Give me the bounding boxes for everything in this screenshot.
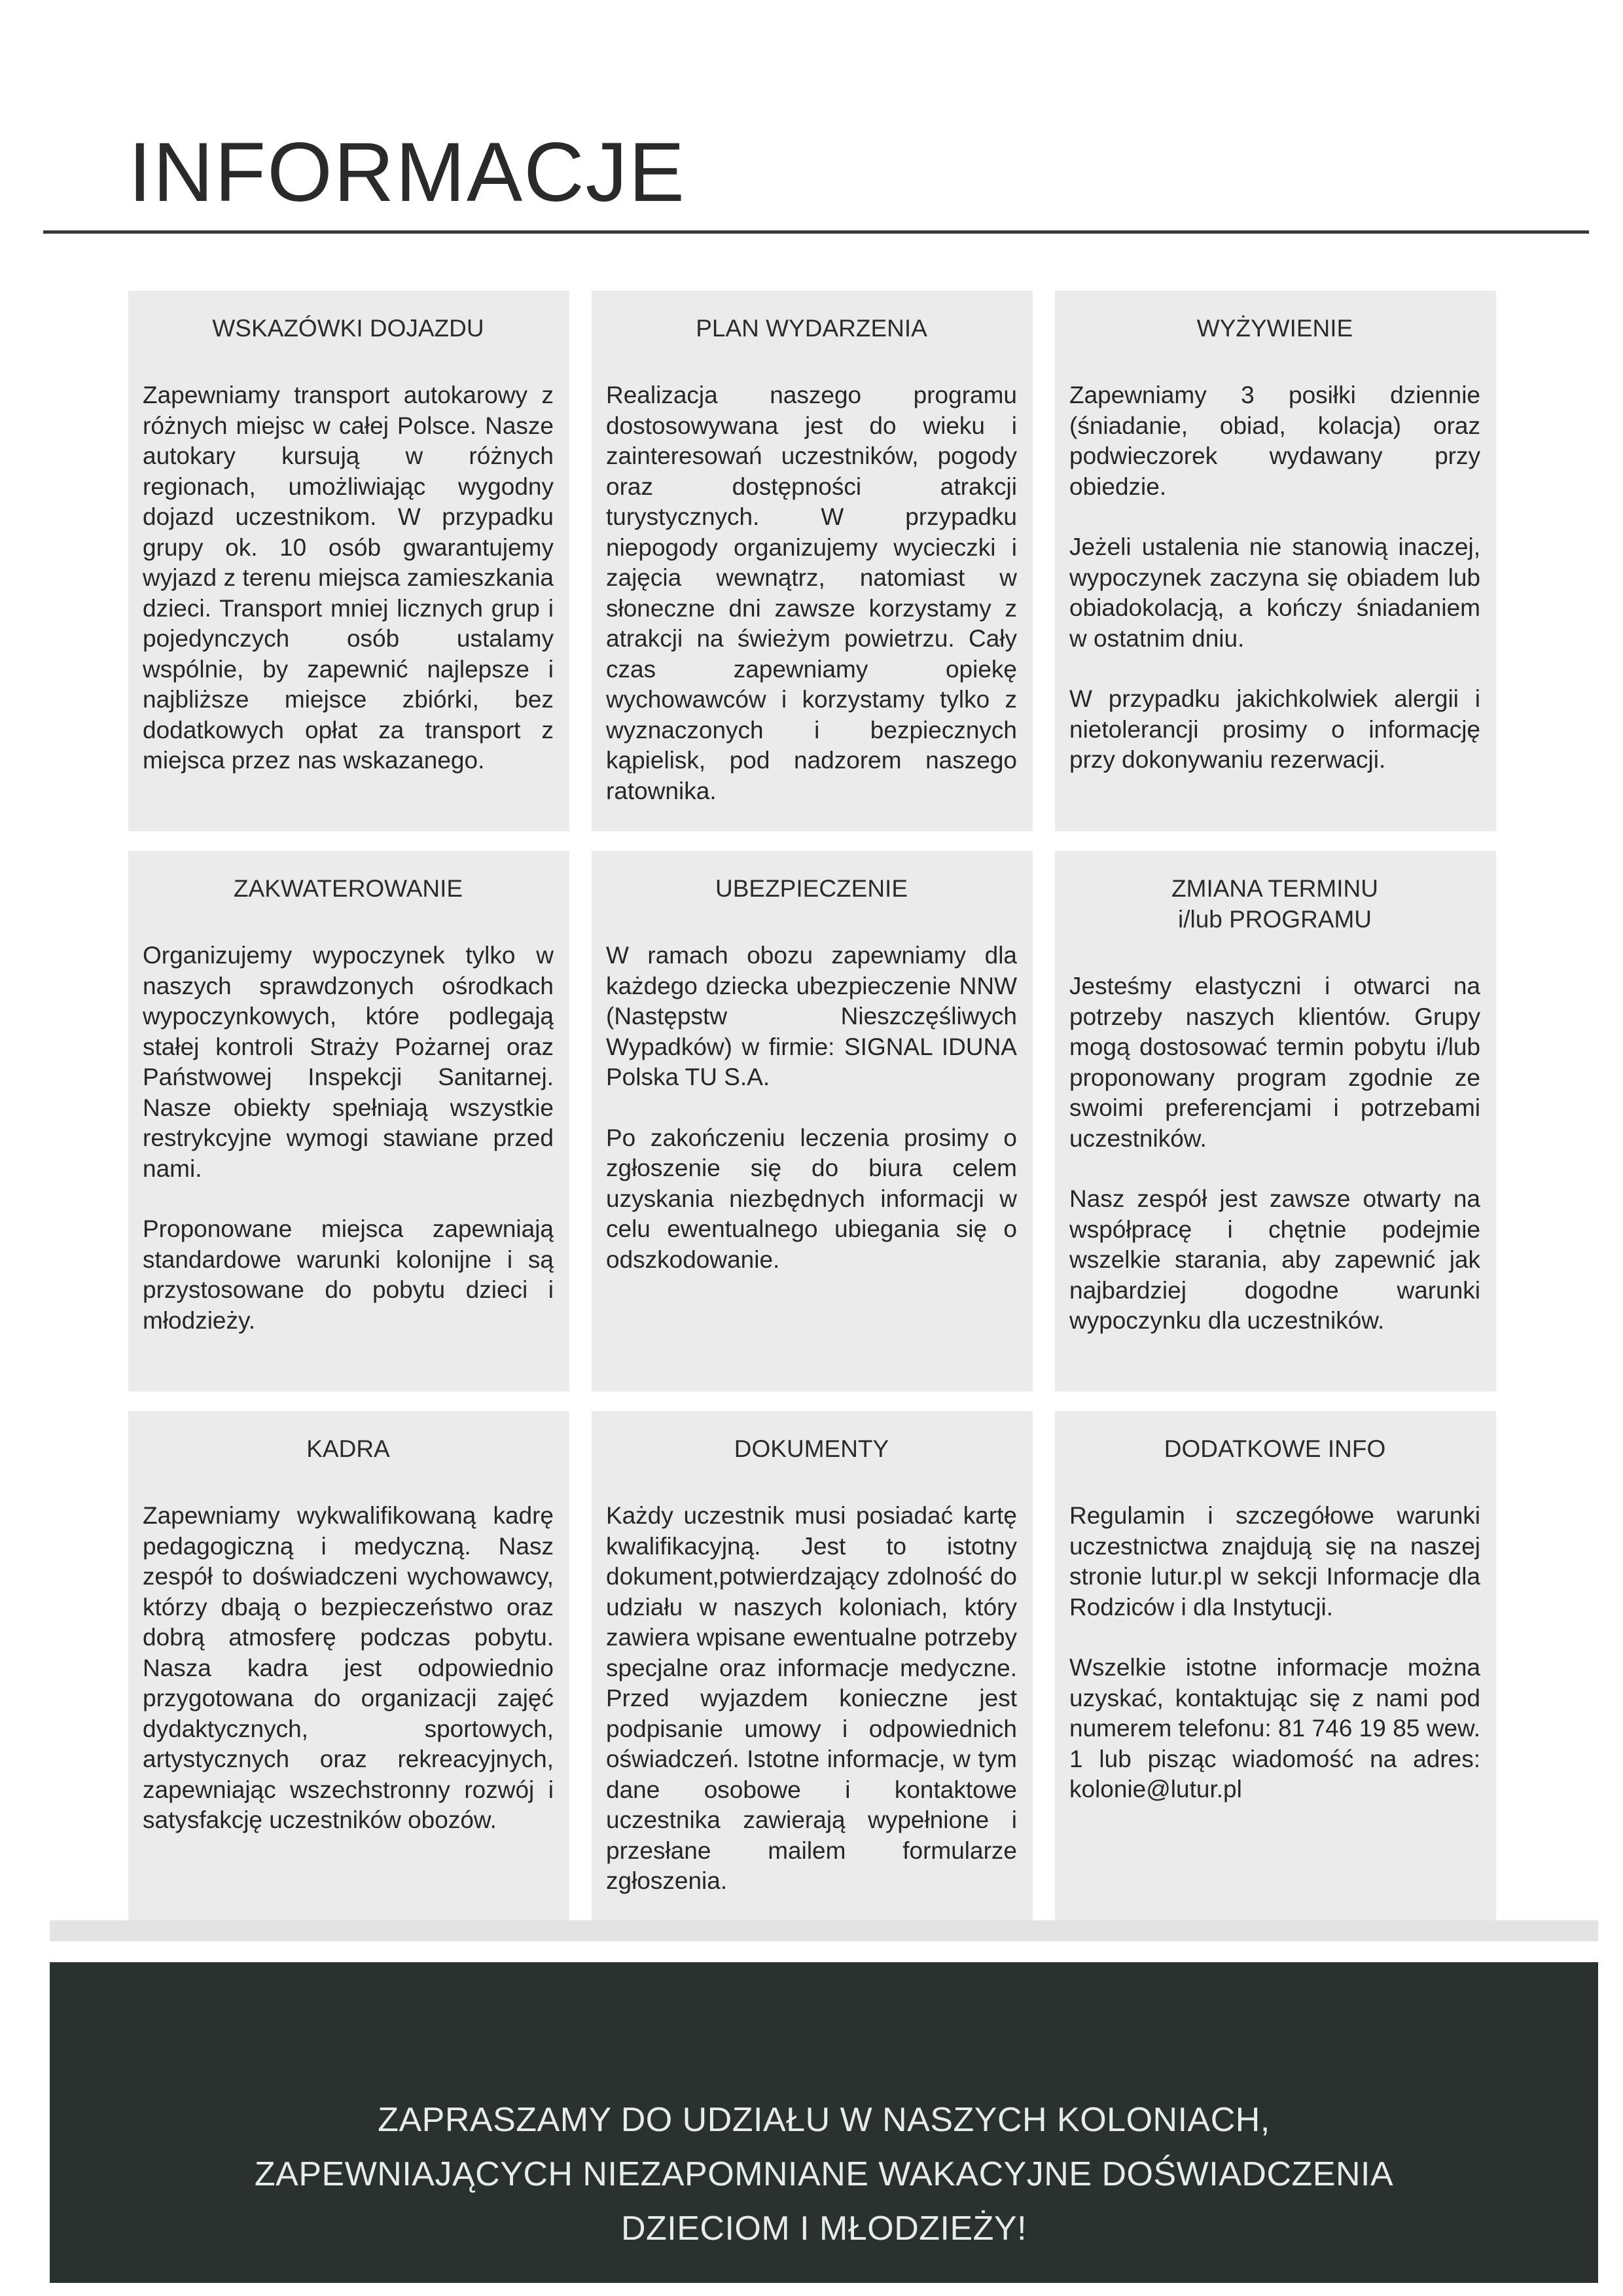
card-paragraph: Zapewniamy transport autokarowy z różnych miejsc w całej Polsce. Nasze autokary kursują w różnych regionach, umożliwiając wygodny dojazd uczestnikom. W przypadku grupy ok. 10 osób gwarantujemy wyjazd z terenu miejsca zamieszkania dzieci. Transport mniej licznych grup i pojedynczych osób ustalamy wspólnie, by zapewnić najlepsze i najbliższe miejsce zbiórki, bez dodatkowych opłat za transport z miejsca przez nas wskazanego. [143,382,554,774]
card-zmiana-terminu [1055,851,1496,1391]
card-paragraph: Zapewniamy 3 posiłki dziennie (śniadanie, obiad, kolacja) oraz podwieczorek wydawany przy obiedzie. [1069,382,1480,500]
card-paragraph: Regulamin i szczegółowe warunki uczestnictwa znajdują się na naszej stronie lutur.pl w sekcji Informacje dla Rodziców i dla Instytucji. [1069,1502,1480,1621]
card-paragraph: W przypadku jakichkolwiek alergii i nietolerancji prosimy o informację przy dokonywaniu rezerwacji. [1069,685,1480,773]
card-body [1069,380,1480,776]
card-paragraph: Wszelkie istotne informacje można uzyskać, kontaktując się z nami pod numerem telefonu: 81 746 19 85 wew. 1 lub pisząc wiadomość na adres: kolonie@lutur.pl [1069,1654,1480,1803]
footer-line: ZAPEWNIAJĄCYCH NIEZAPOMNIANE WAKACYJNE DOŚWIADCZENIA [254,2155,1394,2193]
card-paragraph: Jesteśmy elastyczni i otwarci na potrzeby naszych klientów. Grupy mogą dostosować termin pobytu i/lub proponowany program zgodnie ze swoimi preferencjami i potrzebami uczestników. [1069,973,1480,1152]
footer-text [50,2093,1598,2256]
card-body [143,380,554,776]
card-title: WYŻYWIENIE [1196,315,1353,342]
card-zakwaterowanie [128,851,569,1391]
card-paragraph: Realizacja naszego programu dostosowywana jest do wieku i zainteresowań uczestników, pogody oraz dostępności atrakcji turystycznych. W przypadku niepogody organizujemy wycieczki i zajęcia wewnątrz, natomiast w słoneczne dni zawsze korzystamy z atrakcji na świeżym powietrzu. Cały czas zapewniamy opiekę wychowawców i korzystamy tylko z wyznaczonych i bezpiecznych kąpielisk, pod nadzorem naszego ratownika. [606,382,1017,804]
card-title: WSKAZÓWKI DOJAZDU [212,315,484,342]
card-body [606,380,1017,806]
card-paragraph: Organizujemy wypoczynek tylko w naszych sprawdzonych ośrodkach wypoczynkowych, które podlegają stałej kontroli Straży Pożarnej oraz Państwowej Inspekcji Sanitarnej. Nasze obiekty spełniają wszystkie restrykcyjne wymogi stawiane przed nami. [143,942,554,1182]
card-title: PLAN WYDARZENIA [696,315,927,342]
card-dokumenty [592,1411,1033,1933]
card-body [606,941,1017,1275]
card-paragraph: Każdy uczestnik musi posiadać kartę kwalifikacyjną. Jest to istotny dokument,potwierdzający zdolność do udziału w naszych koloniach, który zawiera wpisane ewentualne potrzeby specjalne oraz informacje medyczne. Przed wyjazdem konieczne jest podpisanie umowy i odpowiednich oświadczeń. Istotne informacje, w tym dane osobowe i kontaktowe uczestnika zawierają wypełnione i przesłane mailem formularze zgłoszenia. [606,1502,1017,1894]
card-paragraph: Po zakończeniu leczenia prosimy o zgłoszenie się do biura celem uzyskania niezbędnych informacji w celu ewentualnego ubiegania się o odszkodowanie. [606,1124,1017,1273]
page-title: INFORMACJE [128,126,686,219]
card-dodatkowe-info [1055,1411,1496,1933]
card-plan-wydarzenia [592,291,1033,831]
card-body [606,1501,1017,1897]
card-title: ZMIANA TERMINU i/lub PROGRAMU [1171,875,1378,933]
card-paragraph: Zapewniamy wykwalifikowaną kadrę pedagogiczną i medyczną. Nasz zespół to doświadczeni wychowawcy, którzy dbają o bezpieczeństwo oraz dobrą atmosferę podczas pobytu. Nasza kadra jest odpowiednio przygotowana do organizacji zajęć dydaktycznych, sportowych, artystycznych oraz rekreacyjnych, zapewniając wszechstronny rozwój i satysfakcję uczestników obozów. [143,1502,554,1833]
card-kadra [128,1411,569,1933]
card-body [143,1501,554,1836]
card-title: ZAKWATEROWANIE [233,875,463,902]
card-body [143,941,554,1336]
info-grid [128,291,1496,1933]
card-wskazowki-dojazdu [128,291,569,831]
card-paragraph: Proponowane miejsca zapewniają standardowe warunki kolonijne i są przystosowane do pobytu dzieci i młodzieży. [143,1215,554,1334]
card-paragraph: Jeżeli ustalenia nie stanowią inaczej, wypoczynek zaczyna się obiadem lub obiadokolacją, a kończy śniadaniem w ostatnim dniu. [1069,533,1480,652]
card-paragraph: Nasz zespół jest zawsze otwarty na współpracę i chętnie podejmie wszelkie starania, aby zapewnić jak najbardziej dogodne warunki wypoczynku dla uczestników. [1069,1185,1480,1334]
footer-banner [50,1962,1598,2283]
card-title: DOKUMENTY [734,1435,889,1462]
card-title: KADRA [306,1435,390,1462]
title-divider [43,230,1589,234]
card-body [1069,1501,1480,1805]
card-wyzywienie [1055,291,1496,831]
card-ubezpieczenie [592,851,1033,1391]
card-title: DODATKOWE INFO [1164,1435,1386,1462]
card-title: UBEZPIECZENIE [715,875,908,902]
footer-line: DZIECIOM I MŁODZIEŻY! [620,2210,1027,2248]
card-body [1069,971,1480,1336]
footer-line: ZAPRASZAMY DO UDZIAŁU W NASZYCH KOLONIACH, [378,2101,1270,2139]
card-paragraph: W ramach obozu zapewniamy dla każdego dziecka ubezpieczenie NNW (Następstw Nieszczęśliwych Wypadków) w firmie: SIGNAL IDUNA Polska TU S.A. [606,942,1017,1090]
separator-strip [50,1920,1598,1941]
